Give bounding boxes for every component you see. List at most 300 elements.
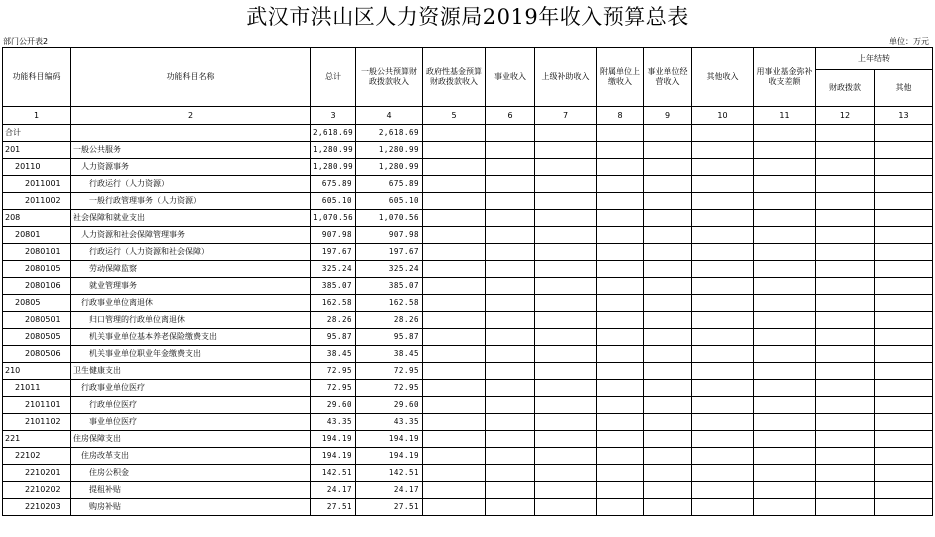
- row-general-budget: 1,280.99: [356, 159, 423, 176]
- empty-cell: [486, 431, 535, 448]
- empty-cell: [535, 482, 597, 499]
- empty-cell: [816, 193, 875, 210]
- empty-cell: [644, 414, 692, 431]
- row-code: 20801: [3, 227, 71, 244]
- row-general-budget: 162.58: [356, 295, 423, 312]
- page-title: 武汉市洪山区人力资源局2019年收入预算总表: [246, 5, 689, 29]
- row-total: 38.45: [311, 346, 356, 363]
- empty-cell: [644, 346, 692, 363]
- empty-cell: [644, 295, 692, 312]
- empty-cell: [816, 346, 875, 363]
- row-name: 行政运行（人力资源和社会保障）: [71, 244, 311, 261]
- empty-cell: [644, 312, 692, 329]
- empty-cell: [692, 465, 754, 482]
- row-total: 43.35: [311, 414, 356, 431]
- empty-cell: [692, 482, 754, 499]
- empty-cell: [486, 329, 535, 346]
- empty-cell: [692, 159, 754, 176]
- row-code: 2080101: [3, 244, 71, 261]
- header-general-budget: 一般公共预算财政拨款收入: [356, 48, 423, 107]
- row-total: 162.58: [311, 295, 356, 312]
- empty-cell: [754, 125, 816, 142]
- empty-cell: [692, 210, 754, 227]
- row-general-budget: 72.95: [356, 363, 423, 380]
- row-code: 2011002: [3, 193, 71, 210]
- empty-cell: [597, 431, 644, 448]
- empty-cell: [644, 261, 692, 278]
- empty-cell: [816, 278, 875, 295]
- empty-cell: [423, 159, 486, 176]
- empty-cell: [597, 210, 644, 227]
- empty-cell: [754, 465, 816, 482]
- table-row: [3, 159, 933, 176]
- table-row: [3, 397, 933, 414]
- empty-cell: [644, 125, 692, 142]
- row-code: 2011001: [3, 176, 71, 193]
- empty-cell: [754, 244, 816, 261]
- empty-cell: [754, 414, 816, 431]
- empty-cell: [816, 329, 875, 346]
- row-code: 合计: [3, 125, 71, 142]
- header-total: 总计: [311, 48, 356, 107]
- empty-cell: [875, 227, 933, 244]
- empty-cell: [816, 363, 875, 380]
- empty-cell: [597, 346, 644, 363]
- empty-cell: [535, 142, 597, 159]
- empty-cell: [535, 312, 597, 329]
- row-total: 28.26: [311, 312, 356, 329]
- empty-cell: [816, 244, 875, 261]
- row-code: 2210202: [3, 482, 71, 499]
- empty-cell: [754, 380, 816, 397]
- empty-cell: [423, 193, 486, 210]
- row-general-budget: 29.60: [356, 397, 423, 414]
- table-row: [3, 244, 933, 261]
- empty-cell: [486, 465, 535, 482]
- row-general-budget: 197.67: [356, 244, 423, 261]
- empty-cell: [816, 499, 875, 516]
- row-code: 20110: [3, 159, 71, 176]
- empty-cell: [423, 210, 486, 227]
- empty-cell: [754, 278, 816, 295]
- empty-cell: [692, 363, 754, 380]
- row-code: 2080505: [3, 329, 71, 346]
- empty-cell: [535, 176, 597, 193]
- empty-cell: [486, 346, 535, 363]
- empty-cell: [597, 125, 644, 142]
- row-total: 72.95: [311, 380, 356, 397]
- row-name: 提租补贴: [71, 482, 311, 499]
- row-name: [71, 125, 311, 142]
- empty-cell: [754, 448, 816, 465]
- empty-cell: [597, 312, 644, 329]
- empty-cell: [486, 278, 535, 295]
- header-gov-fund: 政府性基金预算财政拨款收入: [423, 48, 486, 107]
- row-code: 2080501: [3, 312, 71, 329]
- empty-cell: [486, 176, 535, 193]
- empty-cell: [754, 227, 816, 244]
- row-name: 住房保障支出: [71, 431, 311, 448]
- row-name: 一般公共服务: [71, 142, 311, 159]
- table-row: [3, 363, 933, 380]
- empty-cell: [754, 261, 816, 278]
- row-total: 27.51: [311, 499, 356, 516]
- row-code: 2080106: [3, 278, 71, 295]
- column-number: 3: [311, 107, 356, 125]
- empty-cell: [597, 397, 644, 414]
- column-number: 6: [486, 107, 535, 125]
- empty-cell: [875, 346, 933, 363]
- empty-cell: [754, 363, 816, 380]
- empty-cell: [423, 363, 486, 380]
- empty-cell: [875, 431, 933, 448]
- empty-cell: [486, 210, 535, 227]
- empty-cell: [423, 176, 486, 193]
- empty-cell: [597, 193, 644, 210]
- empty-cell: [692, 414, 754, 431]
- empty-cell: [486, 142, 535, 159]
- empty-cell: [644, 380, 692, 397]
- column-number: 10: [692, 107, 754, 125]
- row-general-budget: 907.98: [356, 227, 423, 244]
- empty-cell: [486, 159, 535, 176]
- row-general-budget: 675.89: [356, 176, 423, 193]
- empty-cell: [535, 397, 597, 414]
- column-number-row: [3, 107, 933, 125]
- empty-cell: [423, 414, 486, 431]
- empty-cell: [644, 176, 692, 193]
- empty-cell: [644, 363, 692, 380]
- empty-cell: [644, 244, 692, 261]
- empty-cell: [875, 295, 933, 312]
- empty-cell: [644, 159, 692, 176]
- empty-cell: [692, 278, 754, 295]
- table-row: [3, 295, 933, 312]
- empty-cell: [875, 278, 933, 295]
- header-business-income: 事业收入: [486, 48, 535, 107]
- empty-cell: [816, 142, 875, 159]
- row-total: 1,280.99: [311, 159, 356, 176]
- empty-cell: [816, 227, 875, 244]
- empty-cell: [535, 261, 597, 278]
- table-row: [3, 431, 933, 448]
- empty-cell: [816, 312, 875, 329]
- row-code: 2210203: [3, 499, 71, 516]
- empty-cell: [816, 397, 875, 414]
- empty-cell: [597, 448, 644, 465]
- empty-cell: [875, 482, 933, 499]
- column-number: 8: [597, 107, 644, 125]
- empty-cell: [692, 295, 754, 312]
- empty-cell: [535, 193, 597, 210]
- empty-cell: [754, 176, 816, 193]
- row-total: 385.07: [311, 278, 356, 295]
- row-general-budget: 72.95: [356, 380, 423, 397]
- empty-cell: [754, 431, 816, 448]
- row-name: 行政运行（人力资源）: [71, 176, 311, 193]
- empty-cell: [692, 227, 754, 244]
- row-total: 142.51: [311, 465, 356, 482]
- row-general-budget: 194.19: [356, 431, 423, 448]
- empty-cell: [692, 346, 754, 363]
- column-number: 12: [816, 107, 875, 125]
- empty-cell: [692, 312, 754, 329]
- row-general-budget: 605.10: [356, 193, 423, 210]
- row-total: 675.89: [311, 176, 356, 193]
- empty-cell: [875, 176, 933, 193]
- empty-cell: [486, 227, 535, 244]
- empty-cell: [597, 227, 644, 244]
- row-name: 人力资源和社会保障管理事务: [71, 227, 311, 244]
- empty-cell: [816, 380, 875, 397]
- row-name: 卫生健康支出: [71, 363, 311, 380]
- empty-cell: [816, 482, 875, 499]
- empty-cell: [875, 159, 933, 176]
- row-code: 20805: [3, 295, 71, 312]
- table-row: [3, 125, 933, 142]
- empty-cell: [486, 312, 535, 329]
- empty-cell: [535, 431, 597, 448]
- empty-cell: [597, 329, 644, 346]
- row-total: 907.98: [311, 227, 356, 244]
- empty-cell: [644, 431, 692, 448]
- row-name: 就业管理事务: [71, 278, 311, 295]
- table-row: [3, 193, 933, 210]
- column-number: 4: [356, 107, 423, 125]
- empty-cell: [875, 380, 933, 397]
- header-last-year-balance: 上年结转: [816, 48, 933, 70]
- empty-cell: [644, 227, 692, 244]
- row-name: 机关事业单位基本养老保险缴费支出: [71, 329, 311, 346]
- empty-cell: [486, 125, 535, 142]
- row-name: 行政事业单位医疗: [71, 380, 311, 397]
- empty-cell: [644, 465, 692, 482]
- header-other-income: 其他收入: [692, 48, 754, 107]
- empty-cell: [535, 295, 597, 312]
- empty-cell: [754, 295, 816, 312]
- row-code: 210: [3, 363, 71, 380]
- row-total: 194.19: [311, 431, 356, 448]
- empty-cell: [754, 193, 816, 210]
- empty-cell: [692, 125, 754, 142]
- row-code: 2080105: [3, 261, 71, 278]
- row-general-budget: 385.07: [356, 278, 423, 295]
- row-name: 购房补贴: [71, 499, 311, 516]
- empty-cell: [423, 278, 486, 295]
- empty-cell: [875, 414, 933, 431]
- empty-cell: [692, 397, 754, 414]
- empty-cell: [486, 261, 535, 278]
- empty-cell: [816, 125, 875, 142]
- row-general-budget: 194.19: [356, 448, 423, 465]
- empty-cell: [486, 499, 535, 516]
- empty-cell: [644, 193, 692, 210]
- table-row: [3, 414, 933, 431]
- empty-cell: [535, 278, 597, 295]
- empty-cell: [535, 227, 597, 244]
- empty-cell: [535, 499, 597, 516]
- row-code: 201: [3, 142, 71, 159]
- empty-cell: [816, 176, 875, 193]
- row-total: 605.10: [311, 193, 356, 210]
- table-row: [3, 380, 933, 397]
- empty-cell: [692, 142, 754, 159]
- row-name: 一般行政管理事务（人力资源）: [71, 193, 311, 210]
- empty-cell: [535, 125, 597, 142]
- empty-cell: [754, 159, 816, 176]
- row-total: 325.24: [311, 261, 356, 278]
- empty-cell: [875, 499, 933, 516]
- column-number: 7: [535, 107, 597, 125]
- empty-cell: [535, 159, 597, 176]
- row-general-budget: 1,070.56: [356, 210, 423, 227]
- empty-cell: [423, 482, 486, 499]
- empty-cell: [423, 397, 486, 414]
- empty-cell: [486, 397, 535, 414]
- empty-cell: [423, 312, 486, 329]
- column-number: 9: [644, 107, 692, 125]
- empty-cell: [423, 227, 486, 244]
- empty-cell: [692, 261, 754, 278]
- row-general-budget: 27.51: [356, 499, 423, 516]
- row-general-budget: 28.26: [356, 312, 423, 329]
- row-general-budget: 38.45: [356, 346, 423, 363]
- empty-cell: [597, 363, 644, 380]
- empty-cell: [875, 261, 933, 278]
- empty-cell: [535, 329, 597, 346]
- empty-cell: [875, 465, 933, 482]
- row-total: 2,618.69: [311, 125, 356, 142]
- empty-cell: [692, 499, 754, 516]
- row-code: 21011: [3, 380, 71, 397]
- table-row: [3, 227, 933, 244]
- empty-cell: [597, 244, 644, 261]
- row-name: 行政事业单位离退休: [71, 295, 311, 312]
- header-name: 功能科目名称: [71, 48, 311, 107]
- empty-cell: [875, 125, 933, 142]
- table-row: [3, 329, 933, 346]
- empty-cell: [597, 465, 644, 482]
- empty-cell: [597, 159, 644, 176]
- empty-cell: [486, 482, 535, 499]
- row-code: 208: [3, 210, 71, 227]
- empty-cell: [597, 414, 644, 431]
- row-general-budget: 95.87: [356, 329, 423, 346]
- empty-cell: [644, 499, 692, 516]
- row-total: 72.95: [311, 363, 356, 380]
- row-general-budget: 1,280.99: [356, 142, 423, 159]
- row-name: 住房改革支出: [71, 448, 311, 465]
- row-name: 劳动保障监察: [71, 261, 311, 278]
- empty-cell: [692, 448, 754, 465]
- empty-cell: [875, 244, 933, 261]
- header-fiscal-allocation: 财政拨款: [816, 70, 875, 107]
- header-affiliated-payment: 附属单位上缴收入: [597, 48, 644, 107]
- empty-cell: [692, 380, 754, 397]
- empty-cell: [535, 414, 597, 431]
- row-total: 29.60: [311, 397, 356, 414]
- empty-cell: [597, 499, 644, 516]
- row-general-budget: 2,618.69: [356, 125, 423, 142]
- empty-cell: [486, 295, 535, 312]
- row-total: 24.17: [311, 482, 356, 499]
- empty-cell: [816, 414, 875, 431]
- empty-cell: [816, 465, 875, 482]
- row-code: 2080506: [3, 346, 71, 363]
- empty-cell: [644, 142, 692, 159]
- header-upper-subsidy: 上级补助收入: [535, 48, 597, 107]
- table-row: [3, 278, 933, 295]
- row-name: 行政单位医疗: [71, 397, 311, 414]
- empty-cell: [423, 295, 486, 312]
- table-row: [3, 312, 933, 329]
- empty-cell: [644, 448, 692, 465]
- table-row: [3, 482, 933, 499]
- row-code: 2101101: [3, 397, 71, 414]
- empty-cell: [875, 193, 933, 210]
- table-row: [3, 142, 933, 159]
- empty-cell: [423, 125, 486, 142]
- empty-cell: [535, 244, 597, 261]
- empty-cell: [754, 397, 816, 414]
- row-total: 95.87: [311, 329, 356, 346]
- empty-cell: [597, 482, 644, 499]
- empty-cell: [423, 431, 486, 448]
- empty-cell: [816, 210, 875, 227]
- row-code: 221: [3, 431, 71, 448]
- empty-cell: [875, 397, 933, 414]
- empty-cell: [644, 329, 692, 346]
- column-number: 13: [875, 107, 933, 125]
- empty-cell: [486, 414, 535, 431]
- empty-cell: [754, 346, 816, 363]
- row-code: 2101102: [3, 414, 71, 431]
- row-general-budget: 24.17: [356, 482, 423, 499]
- empty-cell: [535, 363, 597, 380]
- form-code: 部门公开表2: [3, 37, 49, 46]
- empty-cell: [423, 244, 486, 261]
- empty-cell: [597, 142, 644, 159]
- row-name: 事业单位医疗: [71, 414, 311, 431]
- header-operating-income: 事业单位经营收入: [644, 48, 692, 107]
- row-total: 1,280.99: [311, 142, 356, 159]
- empty-cell: [644, 210, 692, 227]
- row-code: 2210201: [3, 465, 71, 482]
- empty-cell: [644, 278, 692, 295]
- empty-cell: [875, 312, 933, 329]
- header-other: 其他: [875, 70, 933, 107]
- unit-label: 单位：万元: [889, 37, 929, 46]
- empty-cell: [754, 329, 816, 346]
- empty-cell: [423, 465, 486, 482]
- row-name: 人力资源事务: [71, 159, 311, 176]
- table-header: [3, 48, 933, 125]
- empty-cell: [875, 363, 933, 380]
- table-row: [3, 210, 933, 227]
- empty-cell: [486, 380, 535, 397]
- empty-cell: [816, 159, 875, 176]
- table-row: [3, 176, 933, 193]
- column-number: 5: [423, 107, 486, 125]
- row-code: 22102: [3, 448, 71, 465]
- row-name: 机关事业单位职业年金缴费支出: [71, 346, 311, 363]
- row-name: 住房公积金: [71, 465, 311, 482]
- empty-cell: [597, 278, 644, 295]
- empty-cell: [597, 380, 644, 397]
- empty-cell: [486, 244, 535, 261]
- empty-cell: [692, 244, 754, 261]
- empty-cell: [644, 397, 692, 414]
